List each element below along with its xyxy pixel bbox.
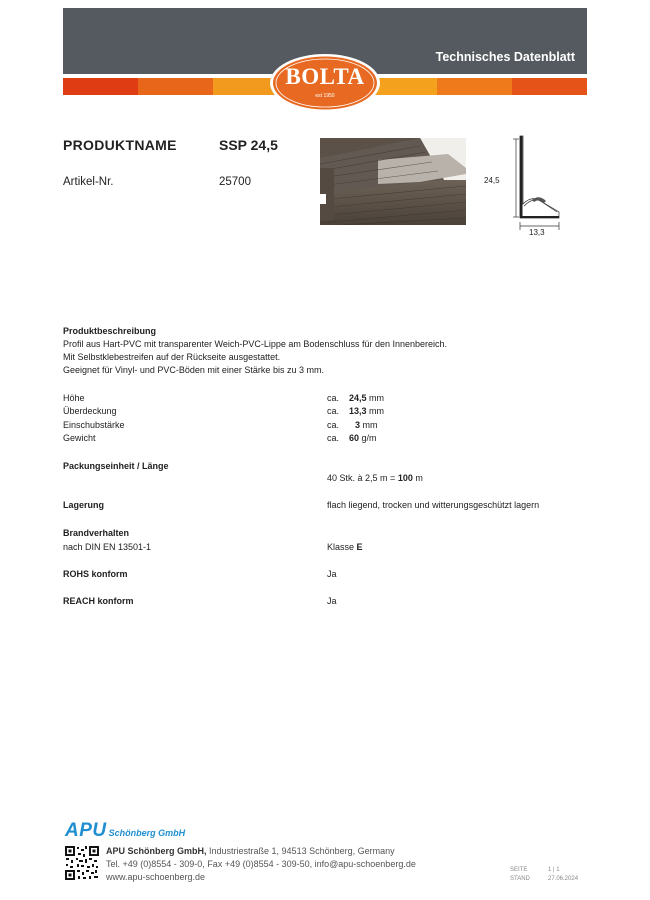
apu-logo <box>65 820 185 842</box>
logo-est-text: est 1950 <box>315 93 335 99</box>
fire-behavior-label: Brandverhalten <box>63 528 130 538</box>
spec-label: Einschubstärke <box>63 420 125 430</box>
spec-label: Überdeckung <box>63 406 117 416</box>
page-value: 1 | 1 <box>548 867 560 873</box>
article-number-label: Artikel-Nr. <box>63 176 114 188</box>
spec-value: 24,5 mm <box>349 393 385 403</box>
page-meta <box>510 866 579 884</box>
spec-ca: ca. <box>327 433 340 443</box>
storage-label: Lagerung <box>63 500 105 510</box>
date-label: STAND <box>510 876 530 882</box>
reach-value: Ja <box>327 596 337 606</box>
storage-value: flach liegend, trocken und witterungsgeschützt lagern <box>327 500 540 510</box>
company-website[interactable]: www.apu-schoenberg.de <box>106 872 206 882</box>
company-info <box>106 845 416 884</box>
profile-technical-drawing <box>484 134 576 242</box>
packaging-label: Packungseinheit / Länge <box>63 461 169 471</box>
drawing-width-dimension: 13,3 <box>529 228 545 237</box>
page-header <box>63 8 587 99</box>
bolta-logo <box>269 53 381 113</box>
packaging-value: 40 Stk. à 2,5 m = 100 m <box>327 473 423 483</box>
document-title: Technisches Datenblatt <box>435 50 575 64</box>
product-photo <box>320 138 466 225</box>
spec-ca: ca. <box>327 420 340 430</box>
logo-brand-text: BOLTA <box>285 64 365 89</box>
spec-value: 13,3 mm <box>349 406 385 416</box>
qr-code <box>64 845 100 881</box>
fire-norm: nach DIN EN 13501-1 <box>63 542 152 552</box>
article-number-value: 25700 <box>219 176 251 188</box>
description-heading: Produktbeschreibung <box>63 326 157 336</box>
description-line-1: Profil aus Hart-PVC mit transparenter Weich-PVC-Lippe am Bodenschluss für den Innenbereich. <box>63 339 448 349</box>
company-name-address: APU Schönberg GmbH, Industriestraße 1, 94513 Schönberg, Germany <box>106 846 395 856</box>
product-name-value: SSP 24,5 <box>219 137 278 153</box>
product-name-label: PRODUKTNAME <box>63 137 177 153</box>
apu-logo-main: APU <box>65 820 107 841</box>
page-label: SEITE <box>510 867 528 873</box>
company-contact: Tel. +49 (0)8554 - 309-0, Fax +49 (0)8554 - 309-50, info@apu-schoenberg.de <box>106 859 416 869</box>
fire-class: Klasse E <box>327 542 363 552</box>
description-line-3: Geeignet für Vinyl- und PVC-Böden mit einer Stärke bis zu 3 mm. <box>63 365 324 375</box>
description-line-2: Mit Selbstklebestreifen auf der Rückseite ausgestattet. <box>63 352 281 362</box>
apu-logo-sub: Schönberg GmbH <box>108 828 186 838</box>
rohs-value: Ja <box>327 569 337 579</box>
rohs-label: ROHS konform <box>63 569 128 579</box>
reach-label: REACH konform <box>63 596 134 606</box>
date-value: 27.06.2024 <box>548 876 579 882</box>
spec-ca: ca. <box>327 393 340 403</box>
spec-value: 60 g/m <box>349 433 377 443</box>
spec-label: Höhe <box>63 393 85 403</box>
spec-label: Gewicht <box>63 433 96 443</box>
drawing-height-dimension: 24,5 <box>484 176 500 185</box>
spec-value: 3 mm <box>355 420 378 430</box>
spec-ca: ca. <box>327 406 340 416</box>
